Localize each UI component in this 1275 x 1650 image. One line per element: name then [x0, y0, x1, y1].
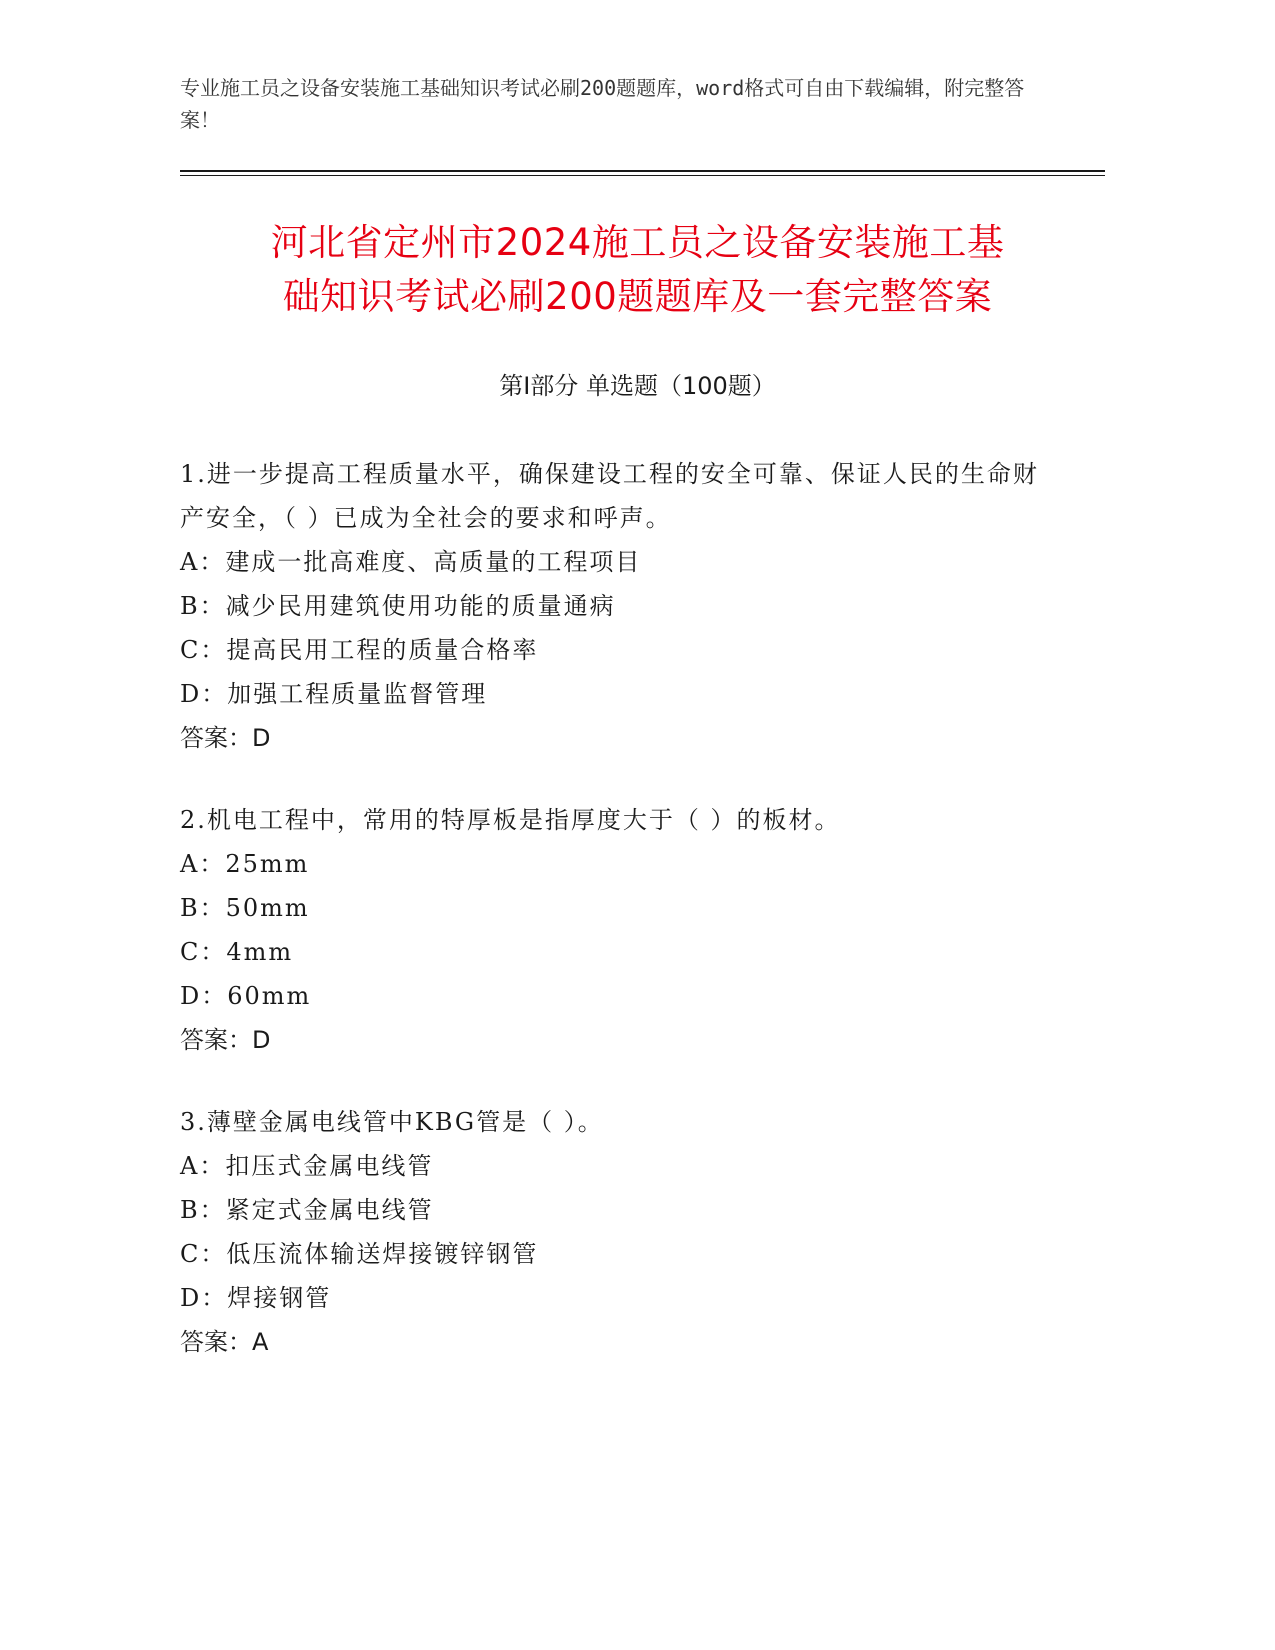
- question-stem: 3.薄壁金属电线管中KBG管是（ ）。: [180, 1108, 604, 1136]
- answer: 答案：A: [180, 1328, 269, 1356]
- option-d: D：加强工程质量监督管理: [180, 680, 488, 708]
- title-line-1: 河北省定州市2024施工员之设备安装施工基: [270, 221, 1005, 264]
- document-title: [150, 216, 1125, 324]
- option-b: B：减少民用建筑使用功能的质量通病: [180, 592, 616, 620]
- question-list: [180, 452, 1040, 1402]
- section-heading: 第Ⅰ部分 单选题（100题）: [499, 372, 776, 400]
- question-3: [180, 1100, 1040, 1364]
- header-divider-thin: [180, 175, 1105, 176]
- option-c: C：低压流体输送焊接镀锌钢管: [180, 1240, 539, 1268]
- option-d: D：60mm: [180, 982, 312, 1010]
- header-divider-thick: [180, 170, 1105, 172]
- header-note: 专业施工员之设备安装施工基础知识考试必刷200题题库，word格式可自由下载编辑，附完整答案！: [180, 76, 1025, 132]
- option-b: B：紧定式金属电线管: [180, 1196, 434, 1224]
- answer: 答案：D: [180, 724, 271, 752]
- option-c: C：4mm: [180, 938, 294, 966]
- option-b: B：50mm: [180, 894, 310, 922]
- question-2: [180, 798, 1040, 1062]
- question-1: [180, 452, 1040, 760]
- option-a: A：扣压式金属电线管: [180, 1152, 434, 1180]
- option-c: C：提高民用工程的质量合格率: [180, 636, 539, 664]
- question-stem: 1.进一步提高工程质量水平，确保建设工程的安全可靠、保证人民的生命财产安全，（ ）已成为全社会的要求和呼声。: [180, 460, 1039, 532]
- title-line-2: 础知识考试必刷200题题库及一套完整答案: [282, 275, 993, 318]
- option-a: A：建成一批高难度、高质量的工程项目: [180, 548, 642, 576]
- question-stem: 2.机电工程中，常用的特厚板是指厚度大于（ ）的板材。: [180, 806, 841, 834]
- answer: 答案：D: [180, 1026, 271, 1054]
- option-a: A：25mm: [180, 850, 310, 878]
- option-d: D：焊接钢管: [180, 1284, 332, 1312]
